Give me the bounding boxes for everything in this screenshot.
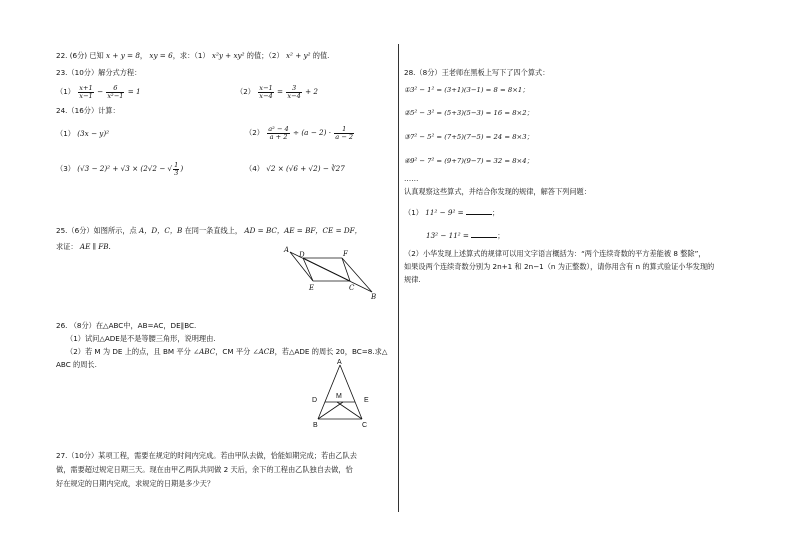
answer-blank-2[interactable] — [471, 230, 497, 238]
q24-p1-expr: (3x − y)² — [77, 129, 110, 138]
fig26-label-m: M — [336, 393, 342, 400]
question-27-line-2: 做，需要超过规定日期三天。现在由甲乙两队共同做 2 天后，余下的工程由乙队独自去做，恰 — [56, 465, 353, 474]
q22-mid: ，求：（1） — [172, 51, 210, 60]
column-divider — [398, 44, 399, 512]
q22-condition-2: xy = 6 — [149, 51, 173, 60]
q22-part1-expr: x²y + xy² — [211, 51, 245, 60]
fig25-label-e: E — [309, 284, 315, 292]
question-26-part-2-cont: ABC 的周长. — [56, 360, 97, 369]
question-28-heading: 28.（8分）王老师在黑板上写下了四个算式： — [404, 68, 550, 77]
question-26-heading: 26. （8分）在△ABC中，AB=AC，DE∥BC. — [56, 321, 197, 330]
question-25: 25.（6分）如图所示，点 A，D，C，B 在同一条直线上， AD = BC，AE = BF，CE = DF， — [56, 226, 362, 235]
q28-part-1a: （1） 11² − 9² = ； — [404, 208, 500, 217]
fig26-label-d: D — [312, 397, 318, 404]
fig26-label-e: E — [364, 397, 369, 404]
question-24-part-1: （1） (3x − y)² — [56, 129, 110, 138]
question-24-part-3: （3） (√3 − 2)² + √3 × (2√2 − √ $\frac{1}{3}$ ) — [56, 160, 184, 177]
fig26-label-a: A — [337, 359, 342, 366]
question-27-line-3: 好在规定的日期内完成，求规定的日期是多少天？ — [56, 479, 215, 488]
q23-p1-label: （1） — [56, 87, 75, 96]
q28-equation-3: ③7² − 5² = (7+5)(7−5) = 24 = 8×3； — [404, 133, 534, 141]
figure-26-diagram — [308, 356, 374, 430]
q24-p2-fraction-1: $\frac{\text{a² − 4}}{a + 2}$ — [268, 124, 289, 141]
fig26-label-c: C — [362, 422, 368, 429]
answer-blank-1[interactable] — [466, 207, 492, 215]
fig26-line-ac — [340, 365, 362, 419]
q24-p2-fraction-2: $\frac{1}{a - 2}$ — [335, 124, 354, 141]
q23-p1-fraction-2: $\frac{6}{\text{x²−1}}$ — [107, 83, 124, 100]
q22-mid2: 的值；（2） — [244, 51, 284, 60]
q28-equation-4: ④9² − 7² = (9+7)(9−7) = 32 = 8×4； — [404, 157, 534, 165]
q23-p2-label: （2） — [236, 87, 255, 96]
q22-part2-expr: x² + y² — [286, 51, 311, 60]
fig26-line-ab — [318, 365, 340, 419]
figure-25-diagram — [280, 244, 380, 300]
question-25-prove: 求证： AE ∥ FB. — [56, 242, 111, 251]
q24-p3-fraction: $\frac{1}{3}$ — [174, 160, 179, 177]
q28-part-1b: 13² − 11² = ； — [426, 231, 505, 240]
question-24-part-2: （2） $\frac{\text{a² − 4}}{a + 2}$ ÷ (a − 2) · $\frac{1}{a - 2}$ — [245, 124, 354, 141]
fig25-label-b: B — [371, 293, 377, 300]
q28-part-2-line-3: 规律. — [404, 275, 421, 284]
question-23-part-1: （1） $\frac{x+1}{x-1}$ − $\frac{6}{\text{x²−1}}$ = 1 — [56, 83, 141, 100]
q28-part-2-line-1: （2）小华发现上述算式的规律可以用文字语言概括为：“两个连续奇数的平方差能被 8 整除”， — [404, 249, 706, 258]
question-22: 22. (6分) 已知 x + y = 8， xy = 6，求：（1） x²y + xy² 的值；（2） x² + y² 的值. — [56, 51, 330, 60]
q22-head: 22. (6分) 已知 — [56, 51, 104, 60]
q28-instructions: 认真观察这些算式，并结合你发现的规律，解答下列问题： — [404, 187, 591, 196]
q28-part-2-line-2: 如果设两个连续奇数分别为 2n+1 和 2n−1（n 为正整数），请你用含有 n 的算式验证小华发现的 — [404, 262, 715, 271]
q22-condition-1: x + y = 8 — [106, 51, 140, 60]
q28-ellipsis: …… — [404, 174, 419, 183]
q23-p2-fraction-1: $\frac{x-1}{x-4}$ — [259, 83, 273, 100]
q28-equation-2: ②5² − 3² = (5+3)(5−3) = 16 = 8×2； — [404, 109, 534, 117]
question-26-part-1: （1）试问△ADE是不是等腰三角形，说明理由. — [66, 334, 216, 343]
q28-equation-1: ①3² − 1² = (3+1)(3−1) = 8 = 8×1； — [404, 86, 530, 94]
fig26-label-b: B — [313, 422, 318, 429]
fig25-label-d: D — [299, 251, 305, 259]
question-23-heading: 23.（10分）解分式方程： — [56, 68, 142, 77]
question-23-part-2: （2） $\frac{x-1}{x-4}$ = $\frac{3}{x-4}$ + 2 — [236, 83, 318, 100]
q23-p1-fraction-1: $\frac{x+1}{x-1}$ — [79, 83, 93, 100]
fig25-label-c: C — [349, 284, 355, 292]
q23-p2-fraction-2: $\frac{3}{x-4}$ — [287, 83, 301, 100]
q22-tail: 的值. — [310, 51, 330, 60]
question-24-heading: 24.（16分）计算： — [56, 106, 120, 115]
q24-p4-expr: √2 × (√6 + √2) − ∛27 — [266, 164, 345, 173]
fig25-line-ed — [303, 258, 313, 281]
q24-p3-expr: (√3 − 2)² + √3 × (2√2 − √ — [77, 164, 173, 173]
fig25-line-fb — [342, 258, 372, 292]
question-27-line-1: 27.（10分）某项工程，需要在规定的时间内完成。若由甲队去做，恰能如期完成；若由乙队去 — [56, 451, 357, 460]
fig25-label-f: F — [343, 250, 348, 258]
question-26-part-2: （2）若 M 为 DE 上的点，且 BM 平分 ∠ABC，CM 平分 ∠ACB，若△ADE 的周长 20，BC=8.求△ — [66, 347, 388, 356]
fig25-label-a: A — [284, 246, 290, 254]
question-24-part-4: （4） √2 × (√6 + √2) − ∛27 — [245, 164, 345, 173]
